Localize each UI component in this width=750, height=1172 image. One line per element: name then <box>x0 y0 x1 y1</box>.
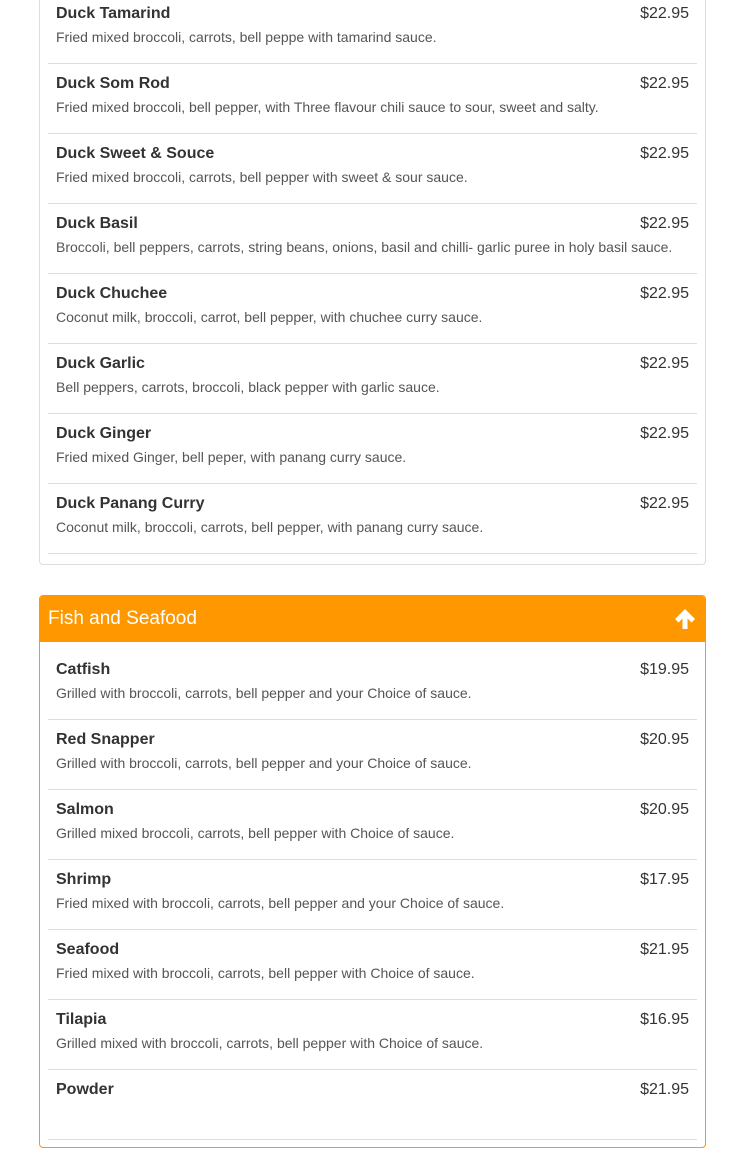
menu-item-name: Powder <box>56 1081 114 1098</box>
menu-item-price: $22.95 <box>640 5 689 22</box>
menu-item-red-snapper <box>48 720 697 790</box>
menu-item-description: Grilled mixed broccoli, carrots, bell pepper with Choice of sauce. <box>56 825 455 841</box>
menu-item-price: $19.95 <box>640 661 689 678</box>
menu-item-price: $17.95 <box>640 871 689 888</box>
menu-item-price: $20.95 <box>640 731 689 748</box>
menu-item-price: $22.95 <box>640 355 689 372</box>
menu-item-description: Bell peppers, carrots, broccoli, black pepper with garlic sauce. <box>56 379 440 395</box>
menu-item-price: $22.95 <box>640 285 689 302</box>
menu-item-duck-sweet-souce <box>48 134 697 204</box>
menu-item-tilapia <box>48 1000 697 1070</box>
menu-item-powder <box>48 1070 697 1140</box>
menu-item-name: Tilapia <box>56 1011 107 1028</box>
menu-item-price: $22.95 <box>640 75 689 92</box>
menu-item-name: Duck Ginger <box>56 425 152 442</box>
menu-item-price: $22.95 <box>640 425 689 442</box>
menu-item-price: $21.95 <box>640 1081 689 1098</box>
menu-item-duck-tamarind <box>48 0 697 64</box>
menu-item-description: Fried mixed with broccoli, carrots, bell pepper with Choice of sauce. <box>56 965 475 981</box>
menu-item-name: Duck Basil <box>56 215 138 232</box>
menu-item-seafood <box>48 930 697 1000</box>
menu-item-description: Fried mixed broccoli, carrots, bell peppe with tamarind sauce. <box>56 29 437 45</box>
menu-item-name: Duck Garlic <box>56 355 145 372</box>
arrow-up-icon[interactable] <box>673 607 697 631</box>
menu-item-name: Duck Chuchee <box>56 285 168 302</box>
menu-item-description: Fried mixed broccoli, carrots, bell pepper with sweet & sour sauce. <box>56 169 468 185</box>
menu-item-shrimp <box>48 860 697 930</box>
menu-item-description: Grilled with broccoli, carrots, bell pepper and your Choice of sauce. <box>56 685 472 701</box>
menu-item-description: Fried mixed broccoli, bell pepper, with Three flavour chili sauce to sour, sweet and salty. <box>56 99 599 115</box>
menu-item-name: Duck Panang Curry <box>56 495 205 512</box>
menu-item-duck-basil <box>48 204 697 274</box>
menu-item-price: $16.95 <box>640 1011 689 1028</box>
menu-item-name: Duck Som Rod <box>56 75 170 92</box>
menu-item-salmon <box>48 790 697 860</box>
duck-menu-panel <box>39 0 706 565</box>
menu-item-description: Grilled with broccoli, carrots, bell pepper and your Choice of sauce. <box>56 755 472 771</box>
menu-item-name: Duck Sweet & Souce <box>56 145 215 162</box>
menu-item-price: $22.95 <box>640 215 689 232</box>
menu-item-description: Coconut milk, broccoli, carrot, bell pepper, with chuchee curry sauce. <box>56 309 483 325</box>
menu-item-description: Fried mixed Ginger, bell peper, with panang curry sauce. <box>56 449 407 465</box>
menu-item-price: $21.95 <box>640 941 689 958</box>
menu-item-name: Seafood <box>56 941 120 958</box>
menu-item-price: $22.95 <box>640 145 689 162</box>
menu-item-duck-som-rod <box>48 64 697 134</box>
menu-item-description: Grilled mixed with broccoli, carrots, bell pepper with Choice of sauce. <box>56 1035 484 1051</box>
duck-menu-list <box>48 0 697 554</box>
menu-item-description: Coconut milk, broccoli, carrots, bell pepper, with panang curry sauce. <box>56 519 484 535</box>
menu-item-name: Catfish <box>56 661 111 678</box>
menu-item-duck-chuchee <box>48 274 697 344</box>
menu-item-duck-garlic <box>48 344 697 414</box>
menu-item-catfish <box>48 650 697 720</box>
section-title: Fish and Seafood <box>48 608 197 629</box>
menu-item-name: Shrimp <box>56 871 112 888</box>
menu-item-price: $20.95 <box>640 801 689 818</box>
menu-item-duck-ginger <box>48 414 697 484</box>
menu-item-description: Broccoli, bell peppers, carrots, string beans, onions, basil and chilli- garlic puree in holy basil sauce. <box>56 239 673 255</box>
menu-item-price: $22.95 <box>640 495 689 512</box>
fish-menu-list <box>48 642 697 1140</box>
fish-seafood-panel <box>39 595 706 1148</box>
menu-item-description: Fried mixed with broccoli, carrots, bell pepper and your Choice of sauce. <box>56 895 505 911</box>
menu-item-name: Red Snapper <box>56 731 155 748</box>
menu-item-duck-panang-curry <box>48 484 697 554</box>
menu-item-name: Duck Tamarind <box>56 5 171 22</box>
section-header[interactable] <box>40 596 705 642</box>
menu-item-name: Salmon <box>56 801 114 818</box>
